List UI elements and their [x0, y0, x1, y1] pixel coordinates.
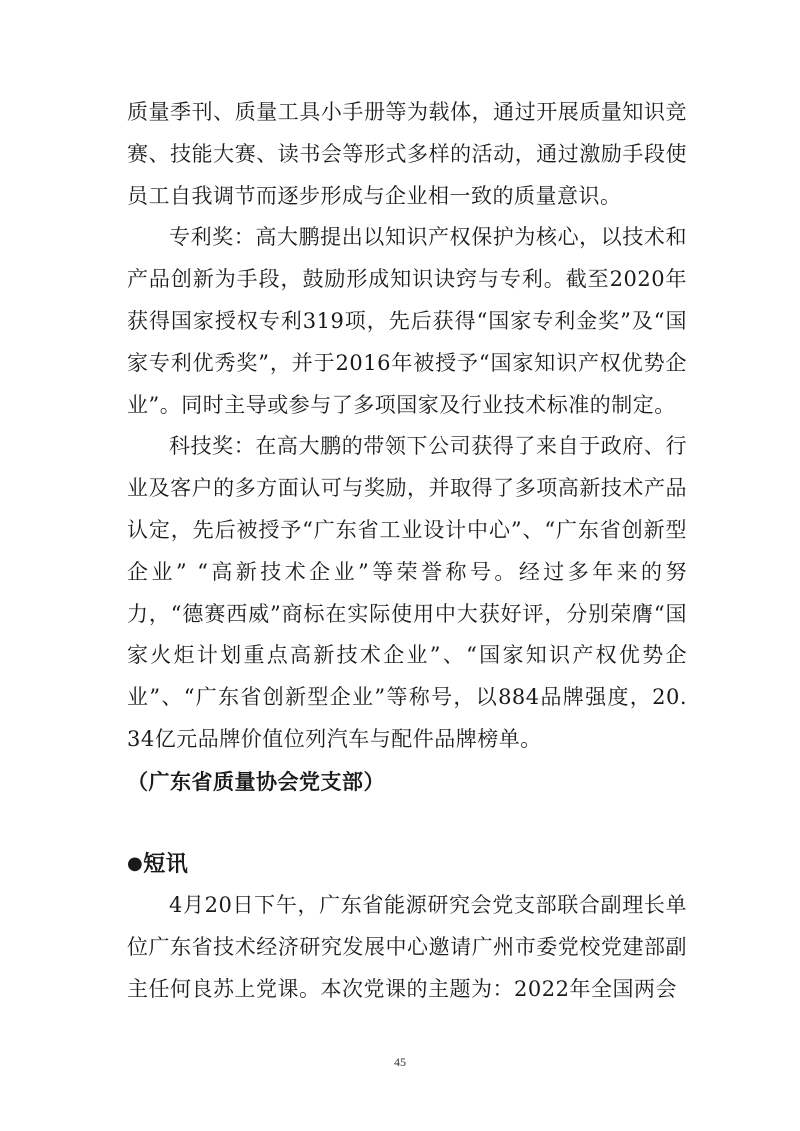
- bullet-icon: ●: [127, 852, 144, 874]
- page-number: 45: [394, 1055, 406, 1069]
- page-content: [127, 92, 687, 1011]
- news-paragraph: 4月20日下午，广东省能源研究会党支部联合副理长单位广东省技术经济研究发展中心邀请广州市委党校党建部副主任何良苏上党课。本次党课的主题为：2022年全国两会: [127, 893, 687, 1001]
- article-paragraph-tech-award: 科技奖：在高大鹏的带领下公司获得了来自于政府、行业及客户的多方面认可与奖励，并取得了多项高新技术产品认定，先后被授予“广东省工业设计中心”、“广东省创新型企业” “高新技术企业”等荣誉称号。经过多年来的努力，“德赛西威”商标在实际使用中大获好评，分别荣膺“国家火炬计划重点高新技术企业”、“国家知识产权优势企业”、“广东省创新型企业”等称号，以884品牌强度，20. 34亿元品牌价值位列汽车与配件品牌榜单。: [127, 434, 687, 751]
- article-paragraph-continued: 质量季刊、质量工具小手册等为载体，通过开展质量知识竞赛、技能大赛、读书会等形式多样的活动，通过激励手段使员工自我调节而逐步形成与企业相一致的质量意识。: [127, 100, 687, 208]
- article-paragraph-patent-award: 专利奖：高大鹏提出以知识产权保护为核心，以技术和产品创新为手段，鼓励形成知识诀窍与专利。截至2020年获得国家授权专利319项，先后获得“国家专利金奖”及“国家专利优秀奖”，并于2016年被授予“国家知识产权优势企业”。同时主导或参与了多项国家及行业技术标准的制定。: [127, 225, 687, 417]
- news-section-heading: [127, 843, 687, 886]
- article-source: （广东省质量协会党支部）: [127, 768, 385, 794]
- news-heading-label: 短讯: [143, 850, 189, 877]
